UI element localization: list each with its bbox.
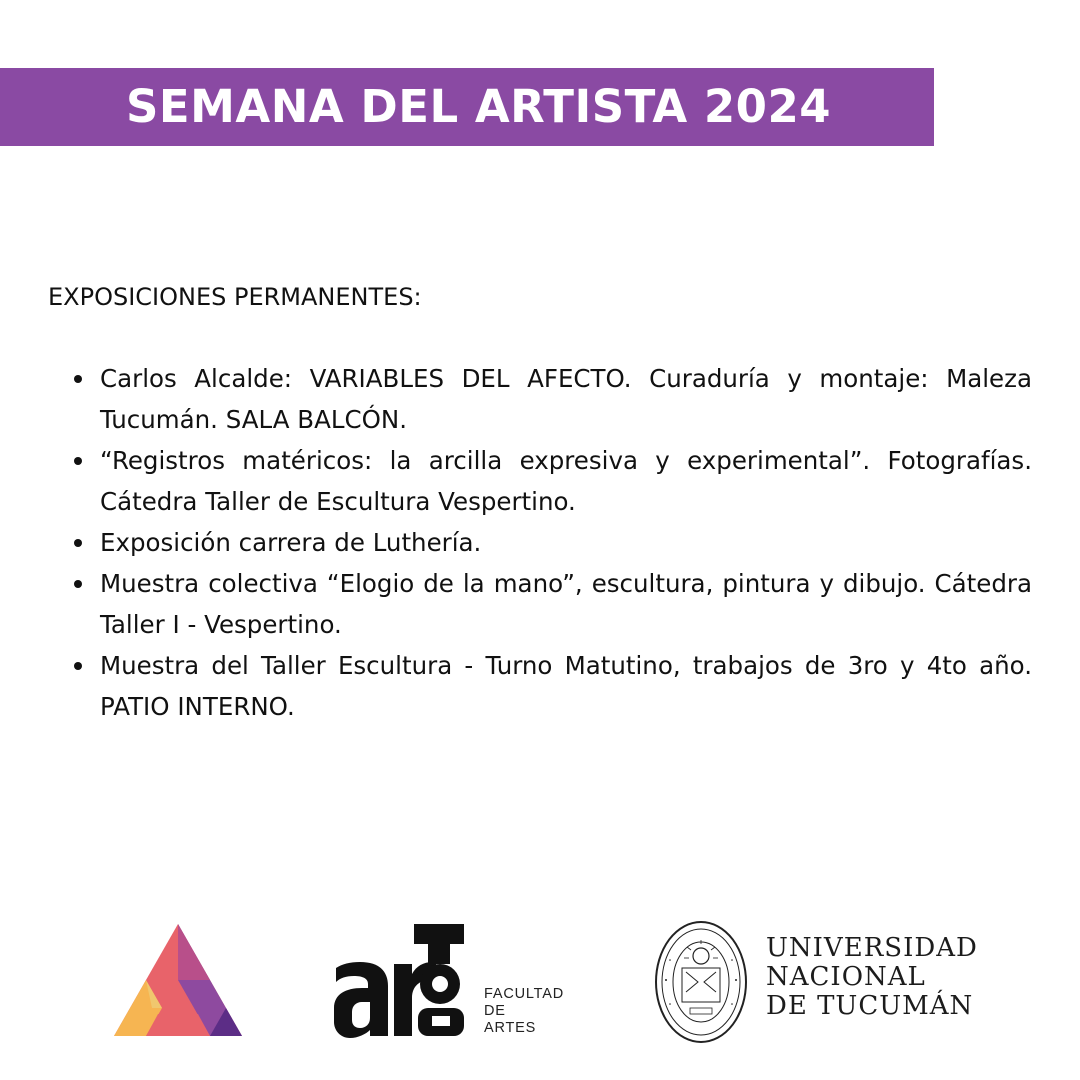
list-item-text: Muestra colectiva “Elogio de la mano”, escultura, pintura y dibujo. Cátedra Taller I - Vespertino. xyxy=(100,569,1032,639)
university-name-line: UNIVERSIDAD xyxy=(766,933,978,963)
list-item xyxy=(100,522,1032,563)
artes-caption xyxy=(484,986,564,1037)
list-item xyxy=(100,440,1032,522)
university-name xyxy=(766,934,978,1021)
university-seal-icon xyxy=(654,920,748,1044)
list-item xyxy=(100,358,1032,440)
list-item-text: Muestra del Taller Escultura - Turno Matutino, trabajos de 3ro y 4to año. PATIO INTERNO. xyxy=(100,651,1032,721)
artes-caption-line: FACULTAD xyxy=(484,986,564,1002)
list-item-text: Exposición carrera de Luthería. xyxy=(100,528,482,557)
university-name-line: DE TUCUMÁN xyxy=(766,991,974,1021)
triangle-logo-icon xyxy=(112,922,244,1038)
list-item-text: Carlos Alcalde: VARIABLES DEL AFECTO. Curaduría y montaje: Maleza Tucumán. SALA BALCÓN. xyxy=(100,364,1032,434)
exhibit-list xyxy=(100,358,1032,727)
bullet-icon xyxy=(74,375,82,383)
bullet-icon xyxy=(74,457,82,465)
list-item xyxy=(100,645,1032,727)
bullet-icon xyxy=(74,539,82,547)
artes-logo-icon xyxy=(332,922,472,1038)
university-name-line: NACIONAL xyxy=(766,962,926,992)
bullet-icon xyxy=(74,662,82,670)
bullet-icon xyxy=(74,580,82,588)
list-item-text: “Registros matéricos: la arcilla expresiva y experimental”. Fotografías. Cátedra Taller de Escultura Vespertino. xyxy=(100,446,1032,516)
artes-caption-line: DE xyxy=(484,1003,506,1019)
artes-caption-line: ARTES xyxy=(484,1020,537,1036)
page-title: SEMANA DEL ARTISTA 2024 xyxy=(126,80,832,133)
footer-logos xyxy=(0,900,1080,1060)
list-item xyxy=(100,563,1032,645)
section-heading: EXPOSICIONES PERMANENTES: xyxy=(48,283,422,311)
